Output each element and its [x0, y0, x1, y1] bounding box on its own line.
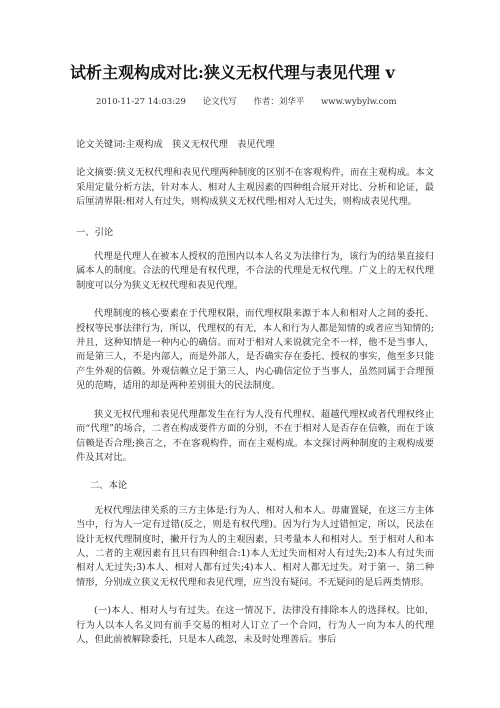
- article-body: [76, 138, 434, 659]
- section-heading-body: 二、本论: [90, 480, 128, 492]
- meta-category: 论文代写: [202, 97, 237, 107]
- section-heading-intro: 一、引论: [76, 226, 114, 238]
- paragraph: (一)本人、相对人与有过失。在这一情况下，法律没有排除本人的选择权。比如，行为人以本人名义同有前手交易的相对人订立了一个合同，行为人一向为本人的代理人，但此前被解除委托，只是本人疏忽，未及时处理善后。事后: [76, 605, 434, 645]
- meta-author: 作者：刘华平: [253, 97, 305, 107]
- paragraph: 狭义无权代理和表见代理都发生在行为人没有代理权、超越代理权或者代理权终止而“代理”的场合，二者在构成要件方面的分别，不在于相对人是否存在信赖，而在于该信赖是否合理;换言之，不在客观构件，而在主观构成。本文探讨两种制度的主观构成要件及其对比。: [76, 408, 434, 463]
- meta-website: www.wybylw.com: [321, 97, 397, 107]
- abstract: 论文摘要:狭义无权代理和表见代理两种制度的区别不在客观构件，而在主观构成。本文采用定量分析方法，针对本人、相对人主观因素的四种组合展开对比、分析和论证，最后厘清界限:相对人有过失，则构成狭义无权代理;相对人无过失，则构成表见代理。: [76, 167, 434, 208]
- paragraph: 代理是代理人在被本人授权的范围内以本人名义为法律行为，该行为的结果直接归属本人的制度。合法的代理是有权代理，不合法的代理是无权代理。广义上的无权代理制度可以分为狭义无权代理和表见代理。: [76, 251, 434, 291]
- meta-datetime: 2010-11-27 14:03:29: [96, 97, 186, 107]
- keywords: 论文关键词:主观构成 狭义无权代理 表见代理: [76, 139, 275, 150]
- paragraph: 无权代理法律关系的三方主体是:行为人、相对人和本人。毋庸置疑，在这三方主体当中，行为人一定有过错(反之，则是有权代理)。因为行为人过错恒定，所以，民法在设计无权代理制度时，撇开行为人的主观因素，只考量本人和相对人。至于相对人和本人，二者的主观因素有且只有四种组合:1)本人无过失而相对人有过失;2)本人有过失而相对人无过失;3)本人、相对人都有过失;4)本人、相对人都无过失。对于第一、第二种情形，分别成立狭义无权代理和表见代理，应当没有疑问。不无疑问的是后两类情形。: [76, 504, 434, 588]
- article-meta: [96, 95, 476, 107]
- article-title: 试析主观构成对比:狭义无权代理与表见代理 v: [70, 63, 395, 82]
- paragraph: 代理制度的核心要素在于代理权限，而代理权限来源于本人和相对人之间的委托、授权等民事法律行为，所以，代理权的有无，本人和行为人都是知情的或者应当知情的;并且，这种知情是一种内心的确信。而对于相对人来说就完全不一样，他不是当事人，而是第三人，不是内部人，而是外部人，是否确实存在委托、授权的事实，他至多只能产生外观的信赖。外观信赖立足于第三人，内心确信定位于当事人，虽然同属于合理预见的范畴，适用的却是两种差别很大的民法制度。: [76, 308, 434, 392]
